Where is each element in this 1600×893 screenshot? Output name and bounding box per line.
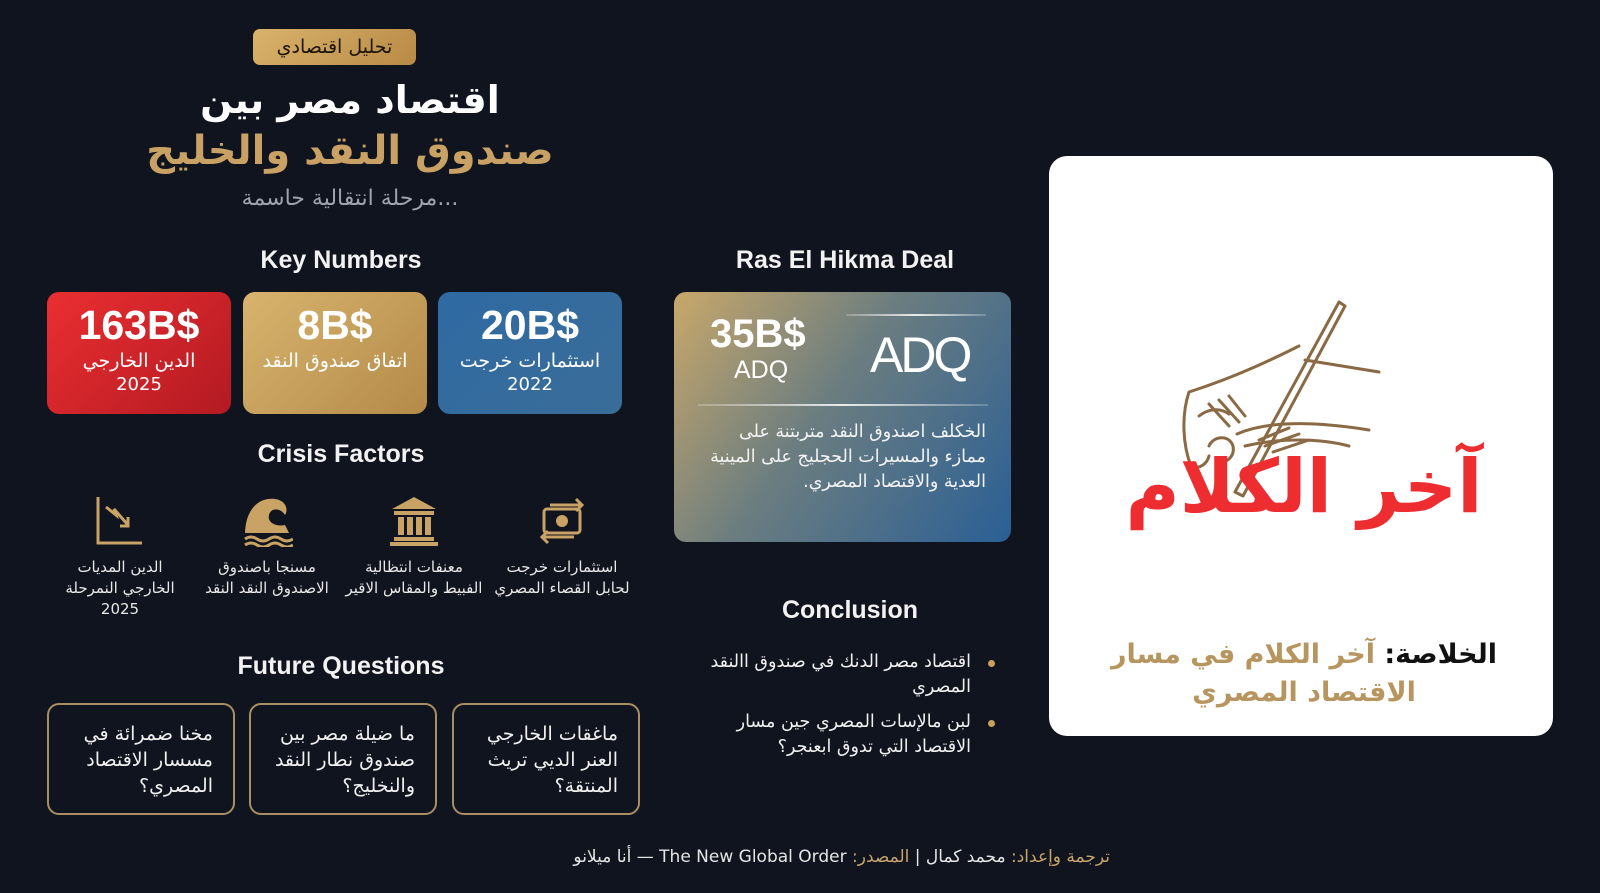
source-name: The New Global Order — أنا ميلانو: [573, 847, 847, 867]
credit-separator: |: [914, 847, 921, 867]
key-number-card-debt: [47, 292, 231, 414]
crisis-factor-text: استثمارات خرجت لحابل القصاء المصري: [494, 558, 630, 597]
conclusion-heading: Conclusion: [781, 596, 919, 624]
future-questions-heading: Future Questions: [237, 652, 445, 680]
key-number-value: 163B$: [78, 302, 200, 348]
conclusion-item-text: لبن مالإسات المصري جين مسار الاقتصاد التي تدوق ابعنجر؟: [736, 712, 971, 757]
key-number-card-imf: [243, 292, 427, 414]
akher-elkalam-logo: آخر الكلام: [1125, 444, 1483, 530]
key-number-year: 2022: [507, 374, 553, 395]
future-question-card: مخنا ضمرائة في مسسار الاقتصاد المصري؟: [47, 703, 235, 815]
deal-value: 35B$: [710, 312, 806, 356]
future-question-card: ماغقات الخارجي العنر الديي تريث المنتقة؟: [452, 703, 640, 815]
crisis-factor-text: مسنجا باصندوق الاصندوق النقد النقد: [205, 558, 329, 597]
crisis-factor-item: [197, 495, 337, 599]
caption-value: آخر الكلام في مسار الاقتصاد المصري: [1111, 639, 1416, 708]
crisis-factor-text: الدين المديات الخارجي النمرحلة 2025: [65, 558, 175, 618]
key-number-year: 2025: [116, 374, 162, 395]
bullet-icon: [988, 720, 995, 727]
page-title-line2: صندوق النقد والخليج: [146, 128, 554, 174]
credit-label: ترجمة وإعداد:: [1011, 847, 1110, 867]
chart-down-icon: [94, 495, 146, 547]
card-caption: [1079, 636, 1529, 712]
key-number-value: 8B$: [297, 302, 373, 348]
source-label: المصدر:: [852, 847, 910, 867]
adq-logo: ADQ: [870, 327, 970, 383]
deal-heading: Ras El Hikma Deal: [735, 246, 955, 274]
key-number-label: الدين الخارجي: [82, 350, 196, 372]
page-subtitle: مرحلة انتقالية حاسمة...: [241, 186, 459, 211]
crisis-factor-text: معنفات انتظالية الفبيط والمقاس الاقير: [345, 558, 483, 597]
divider: [846, 314, 986, 316]
key-number-label: اتفاق صندوق النقد: [262, 350, 408, 372]
akher-elkalam-card: [1049, 156, 1553, 736]
conclusion-list: [705, 650, 995, 770]
crisis-factor-item: [344, 495, 484, 599]
crisis-factor-item: [492, 495, 632, 599]
page-title-line1: اقتصاد مصر بين: [200, 78, 500, 122]
conclusion-item: [705, 710, 995, 760]
footer-credits: [400, 847, 1110, 867]
bullet-icon: [988, 660, 995, 667]
key-number-card-investments: [438, 292, 622, 414]
key-number-value: 20B$: [480, 302, 579, 348]
conclusion-item-text: اقتصاد مصر الدنك في صندوق االنقد المصري: [710, 652, 971, 697]
credit-author: محمد كمال: [925, 847, 1006, 867]
deal-value-sub: ADQ: [734, 356, 789, 384]
caption-key: الخلاصة:: [1384, 639, 1497, 670]
divider: [698, 404, 988, 406]
category-badge: تحليل اقتصادي: [253, 29, 416, 65]
key-numbers-heading: Key Numbers: [260, 246, 422, 274]
money-exchange-icon: [536, 495, 588, 547]
future-question-card: ما ضيلة مصر بين صندوق نطار النقد والنخليج؟: [249, 703, 437, 815]
bank-icon: [388, 495, 440, 547]
deal-description: الخكلف اصندوق النقد متربتنة على ممازء والمسيرات الحجليج على المينية العدية والاقتصاد المصري.: [710, 422, 986, 492]
key-number-label: استثمارات خرجت: [459, 350, 601, 372]
wave-icon: [241, 495, 293, 547]
deal-card: [674, 292, 1011, 542]
conclusion-item: [705, 650, 995, 700]
crisis-factor-item: [50, 495, 190, 620]
crisis-factors-heading: Crisis Factors: [257, 440, 425, 468]
